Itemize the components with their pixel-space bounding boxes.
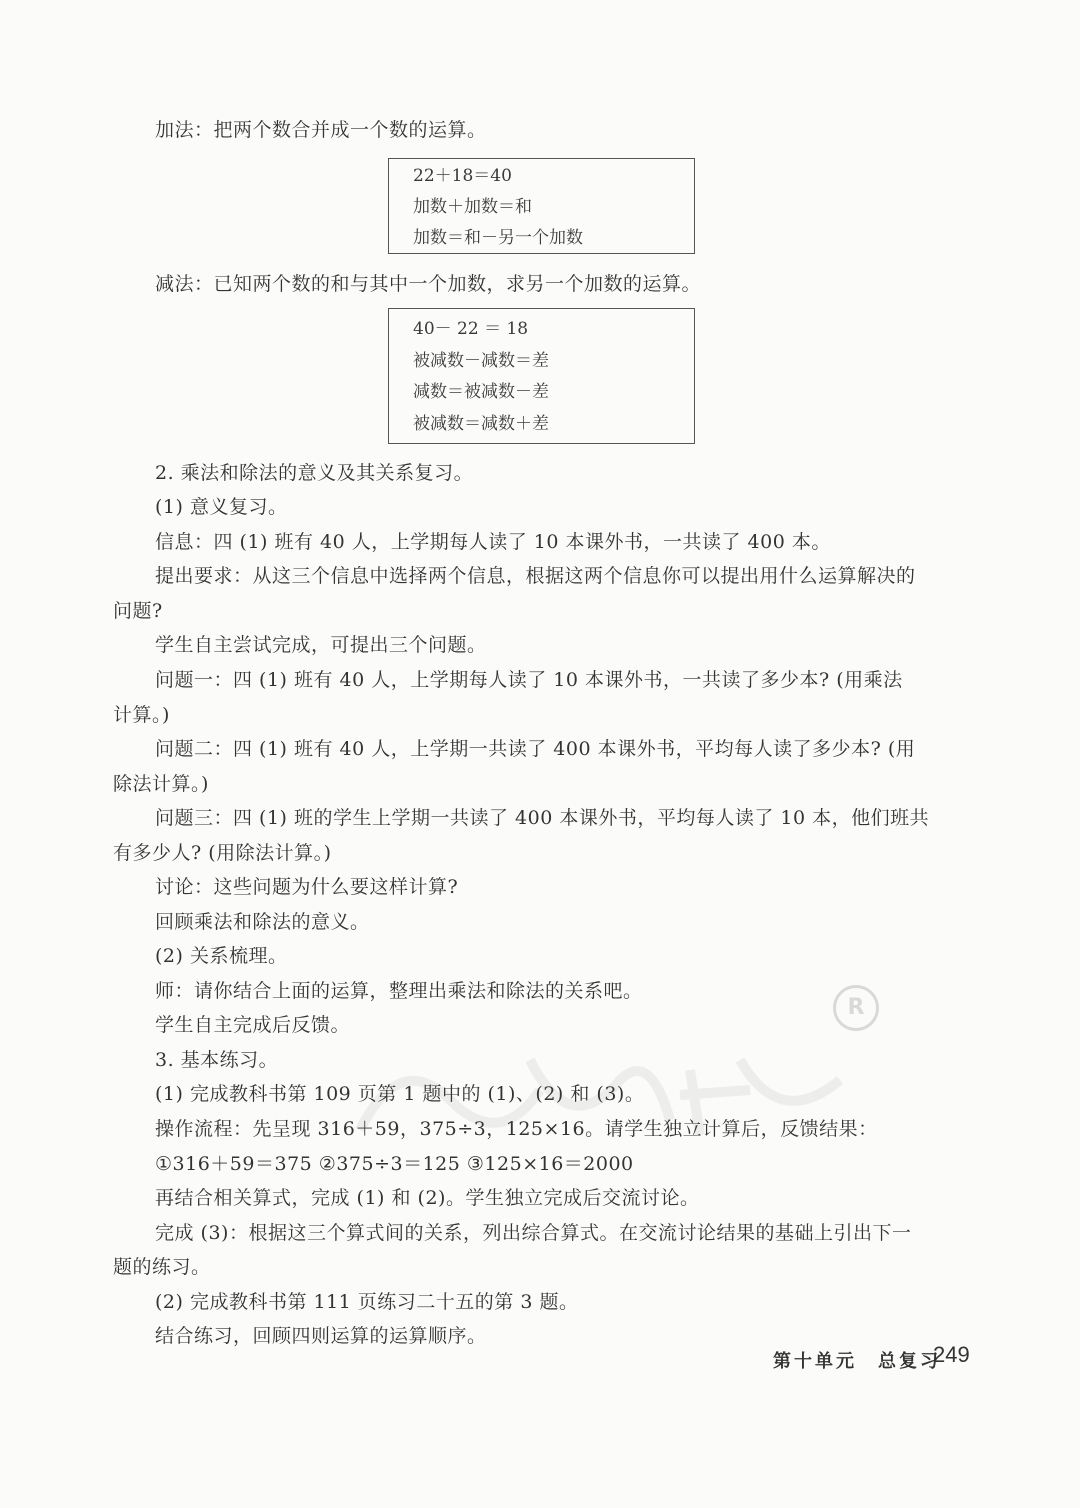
paragraph-line: 问题二：四 (1) 班有 40 人，上学期一共读了 400 本课外书，平均每人读了多少本? (用	[155, 738, 916, 760]
section-heading: 2. 乘法和除法的意义及其关系复习。	[155, 462, 474, 484]
paragraph-line: 操作流程：先呈现 316＋59，375÷3，125×16。请学生独立计算后，反馈结果：	[155, 1118, 878, 1140]
subtraction-box-line: 减数＝被减数－差	[413, 382, 549, 402]
paragraph-line: 信息：四 (1) 班有 40 人，上学期每人读了 10 本课外书，一共读了 400 本。	[155, 531, 831, 553]
registered-mark-icon: R	[833, 985, 879, 1031]
subtraction-box-line: 被减数－减数＝差	[413, 351, 549, 371]
subsection-heading: (2) 完成教科书第 111 页练习二十五的第 3 题。	[155, 1291, 579, 1313]
paragraph-line: 完成 (3)：根据这三个算式间的关系，列出综合算式。在交流讨论结果的基础上引出下一	[155, 1222, 912, 1244]
chapter-footer-label: 第十单元 总复习	[773, 1351, 941, 1372]
paragraph-line: 师：请你结合上面的运算，整理出乘法和除法的关系吧。	[155, 980, 643, 1002]
paragraph-line: ①316＋59＝375 ②375÷3＝125 ③125×16＝2000	[155, 1153, 634, 1175]
paragraph-line: 提出要求：从这三个信息中选择两个信息，根据这两个信息你可以提出用什么运算解决的	[155, 565, 916, 587]
page-number: 249	[933, 1342, 970, 1367]
paragraph-line: 回顾乘法和除法的意义。	[155, 911, 370, 933]
paragraph-line: 有多少人? (用除法计算。)	[113, 842, 332, 864]
paragraph-line: 讨论：这些问题为什么要这样计算?	[155, 876, 459, 898]
addition-formula-box	[388, 158, 695, 254]
subtraction-box-line: 被减数＝减数＋差	[413, 414, 549, 434]
paragraph-line: 学生自主完成后反馈。	[155, 1014, 351, 1036]
paragraph-line: 问题三：四 (1) 班的学生上学期一共读了 400 本课外书，平均每人读了 10 本，他们班共	[155, 807, 930, 829]
subsection-heading: (1) 完成教科书第 109 页第 1 题中的 (1)、(2) 和 (3)。	[155, 1083, 645, 1105]
subtraction-formula-box	[388, 308, 695, 444]
subsection-heading: (2) 关系梳理。	[155, 945, 288, 967]
subtraction-definition: 减法：已知两个数的和与其中一个加数，求另一个加数的运算。	[155, 273, 702, 295]
addition-box-line: 加数＋加数＝和	[413, 197, 532, 217]
addition-box-line: 22＋18＝40	[413, 166, 512, 186]
subsection-heading: (1) 意义复习。	[155, 496, 288, 518]
paragraph-line: 计算。)	[113, 704, 170, 726]
paragraph-line: 问题?	[113, 600, 163, 622]
paragraph-line: 再结合相关算式，完成 (1) 和 (2)。学生独立完成后交流讨论。	[155, 1187, 700, 1209]
addition-box-line: 加数＝和－另一个加数	[413, 228, 583, 248]
paragraph-line: 结合练习，回顾四则运算的运算顺序。	[155, 1325, 487, 1347]
paragraph-line: 学生自主尝试完成，可提出三个问题。	[155, 634, 487, 656]
subtraction-box-line: 40－ 22 ＝ 18	[413, 319, 529, 339]
section-heading: 3. 基本练习。	[155, 1049, 279, 1071]
paragraph-line: 题的练习。	[113, 1256, 211, 1278]
addition-definition: 加法：把两个数合并成一个数的运算。	[155, 119, 487, 141]
paragraph-line: 问题一：四 (1) 班有 40 人，上学期每人读了 10 本课外书，一共读了多少本? (用乘法	[155, 669, 903, 691]
paragraph-line: 除法计算。)	[113, 773, 209, 795]
